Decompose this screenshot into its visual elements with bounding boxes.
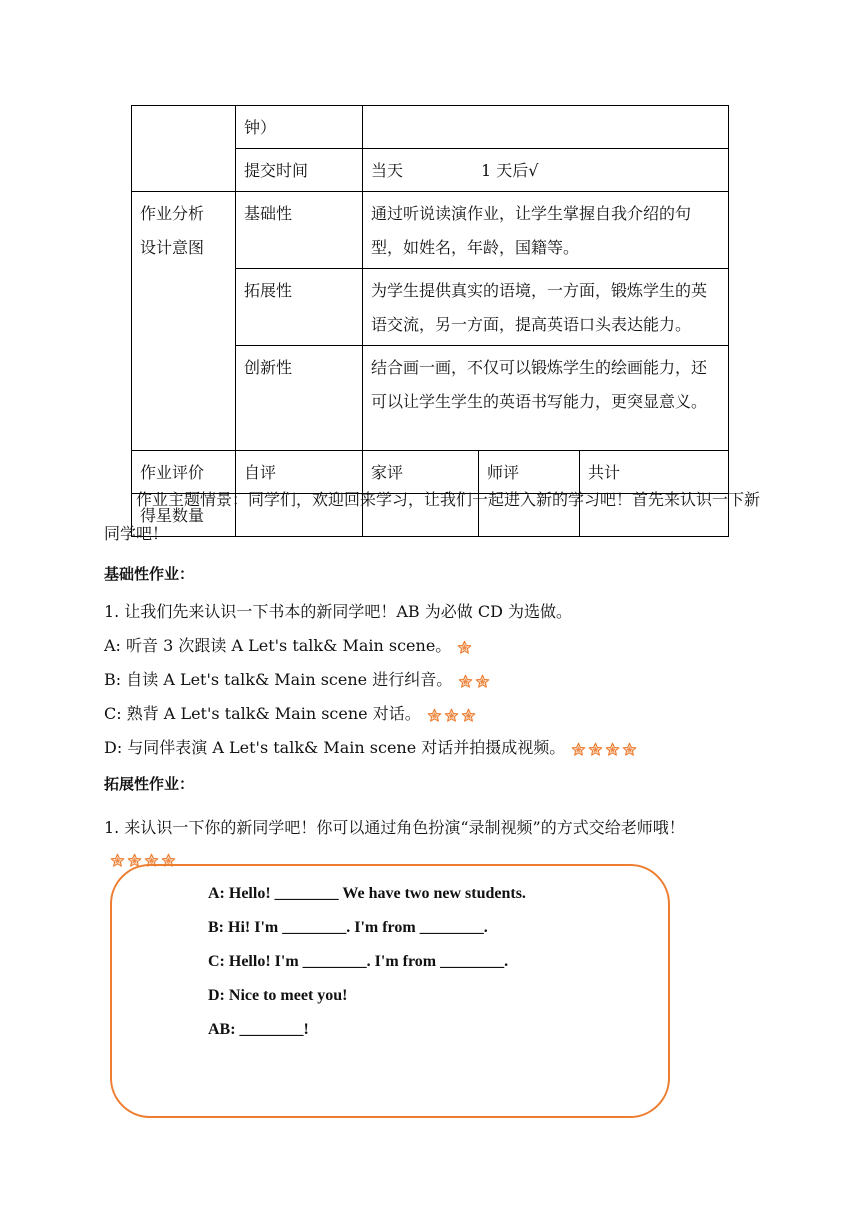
basic-label: 基础性	[236, 192, 363, 269]
table-row	[132, 106, 729, 149]
star-icon	[427, 708, 442, 723]
submit-time-options	[363, 149, 729, 192]
star-rating	[427, 698, 478, 732]
extension-text: 为学生提供真实的语境，一方面，锻炼学生的英语交流，另一方面，提高英语口头表达能力。	[363, 269, 729, 346]
star-icon	[622, 742, 637, 757]
star-icon	[461, 708, 476, 723]
star-icon	[110, 853, 125, 868]
extension-section-heading: 拓展性作业：	[104, 775, 195, 793]
star-icon	[457, 640, 472, 655]
dialogue-line: B: Hi! I'm ________. I'm from ________.	[208, 919, 488, 936]
submit-option-same-day: 当天	[371, 161, 404, 180]
option-d	[104, 731, 764, 766]
dialogue-line: C: Hello! I'm ________. I'm from ________.	[208, 953, 509, 970]
submit-option-one-day-later: 1 天后√	[481, 161, 539, 180]
dialogue-line: A: Hello! ________ We have two new students.	[208, 885, 526, 902]
innovation-label: 创新性	[236, 346, 363, 451]
option-text: C: 熟背 A Let's talk& Main scene 对话。	[104, 704, 421, 723]
star-icon	[458, 674, 473, 689]
star-rating	[571, 732, 639, 766]
star-icon	[605, 742, 620, 757]
basic-section-heading: 基础性作业：	[104, 565, 195, 583]
analysis-label-line: 作业分析	[140, 204, 205, 223]
total-header: 共计	[580, 451, 729, 494]
table-cell: 钟）	[236, 106, 363, 149]
basic-task: 1. 让我们先来认识一下书本的新同学吧！AB 为必做 CD 为选做。	[104, 602, 572, 621]
option-c	[104, 697, 764, 732]
basic-text: 通过听说读演作业，让学生掌握自我介绍的句型，如姓名，年龄，国籍等。	[363, 192, 729, 269]
dialogue-line: D: Nice to meet you!	[208, 987, 348, 1004]
extension-task: 1. 来认识一下你的新同学吧！你可以通过角色扮演“录制视频”的方式交给老师哦！	[104, 818, 685, 837]
option-text: D: 与同伴表演 A Let's talk& Main scene 对话并拍摄成视频。	[104, 738, 566, 757]
analysis-label-line: 设计意图	[140, 238, 205, 257]
table-cell	[363, 106, 729, 149]
teacher-eval-header: 师评	[479, 451, 580, 494]
table-row	[132, 192, 729, 269]
extension-label: 拓展性	[236, 269, 363, 346]
option-text: A: 听音 3 次跟读 A Let's talk& Main scene。	[104, 636, 452, 655]
intro-paragraph: 作业主题情景：同学们，欢迎回来学习，让我们一起进入新的学习吧！首先来认识一下新同学吧！	[104, 490, 761, 543]
table-cell	[132, 106, 236, 192]
stars-count-label: 得星数量	[132, 494, 236, 537]
self-eval-header: 自评	[236, 451, 363, 494]
analysis-label	[132, 192, 236, 451]
star-rating	[457, 630, 474, 664]
option-text: B: 自读 A Let's talk& Main scene 进行纠音。	[104, 670, 453, 689]
homework-plan-table	[131, 105, 729, 537]
innovation-text: 结合画一画，不仅可以锻炼学生的绘画能力，还可以让学生学生的英语书写能力，更突显意义。	[363, 346, 729, 451]
star-icon	[444, 708, 459, 723]
star-icon	[588, 742, 603, 757]
submit-time-label: 提交时间	[236, 149, 363, 192]
dialogue-line: AB: ________!	[208, 1021, 309, 1038]
star-icon	[571, 742, 586, 757]
family-eval-header: 家评	[363, 451, 479, 494]
star-rating	[458, 664, 492, 698]
evaluation-label: 作业评价	[132, 451, 236, 494]
option-a	[104, 629, 764, 664]
option-b	[104, 663, 764, 698]
star-icon	[475, 674, 490, 689]
